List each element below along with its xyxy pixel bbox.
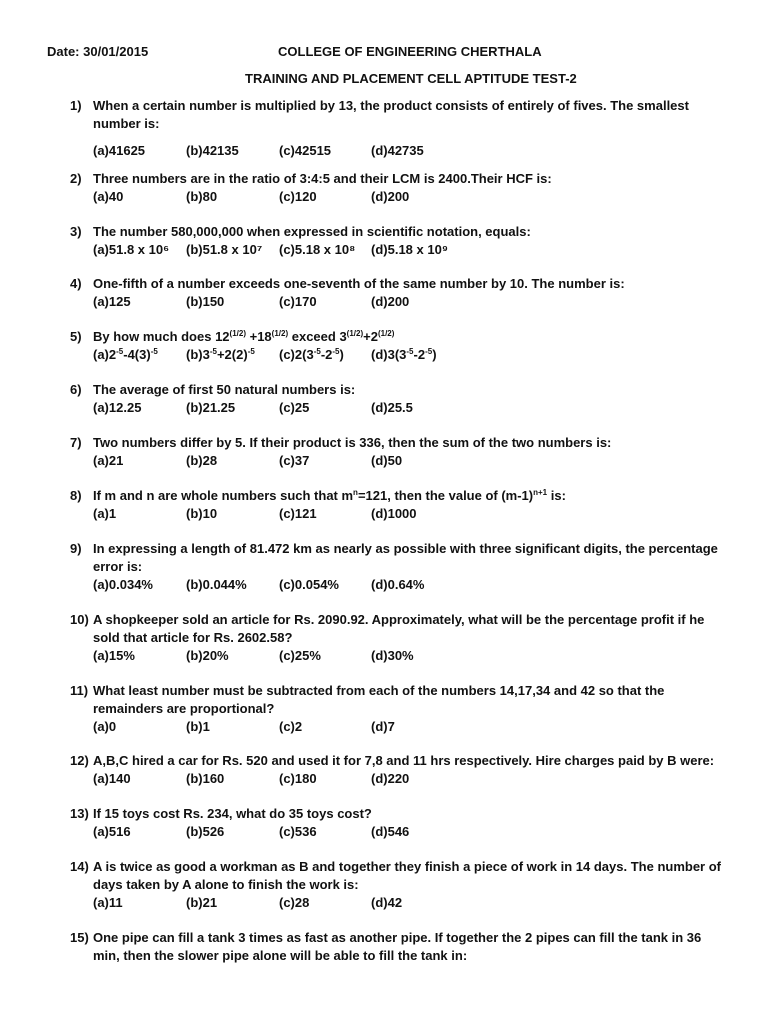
options-row <box>93 399 730 417</box>
question-2 <box>70 170 730 206</box>
option-c: $(c)2(3^{-5}-2^{-5})$ <box>279 347 344 362</box>
option-b: (b)526 <box>186 824 225 839</box>
option-a: (a)11 <box>93 895 123 910</box>
question-6 <box>70 381 730 417</box>
option-a: (a)15% <box>93 648 135 663</box>
question-text: If 15 toys cost Rs. 234, what do 35 toys cost? <box>93 806 372 821</box>
option-c: (c)170 <box>279 294 317 309</box>
option-b: (b)0.044% <box>186 577 247 592</box>
option-d: (d)0.64% <box>371 577 425 592</box>
option-d: (d)50 <box>371 453 403 468</box>
option-d: $(d)3(3^{-5}-2^{-5})$ <box>371 347 437 362</box>
option-b: (b)20% <box>186 648 229 663</box>
options-row <box>93 142 730 160</box>
question-text: A is twice as good a workman as B and together they finish a piece of work in 14 days. The number of days taken by A alone to finish the work is: <box>93 859 721 892</box>
question-text: Two numbers differ by 5. If their product is 336, then the sum of the two numbers is: <box>93 435 612 450</box>
question-number: 13) <box>70 806 89 821</box>
option-c: (c)121 <box>279 506 317 521</box>
option-a: (a)516 <box>93 824 131 839</box>
option-a: (a)125 <box>93 294 131 309</box>
question-text: By how much does $12^{(1/2)} +18^{(1/2)}$ exceed $3^{(1/2)}+2^{(1/2)}$ <box>93 329 395 344</box>
option-c: (c)28 <box>279 895 310 910</box>
question-text: If m and n are whole numbers such that $m^n=121$, then the value of $(m-1)^{n+1}$ is: <box>93 488 566 503</box>
option-d: (d)200 <box>371 294 410 309</box>
question-7 <box>70 434 730 470</box>
question-number: 14) <box>70 859 89 874</box>
question-number: 12) <box>70 753 89 768</box>
option-c: (c)536 <box>279 824 317 839</box>
question-3 <box>70 223 730 259</box>
option-c: (c)180 <box>279 771 317 786</box>
question-number: 3) <box>70 224 82 239</box>
question-10 <box>70 611 730 665</box>
option-d: (d)546 <box>371 824 410 839</box>
options-row <box>93 241 730 259</box>
option-c: (c)25 <box>279 400 310 415</box>
question-15 <box>70 929 730 965</box>
option-c: (c)2 <box>279 719 303 734</box>
question-number: 7) <box>70 435 82 450</box>
option-a: (a)0 <box>93 719 117 734</box>
question-number: 10) <box>70 612 89 627</box>
question-12 <box>70 752 730 788</box>
question-13 <box>70 805 730 841</box>
option-c: (c)0.054% <box>279 577 339 592</box>
option-a: (a)21 <box>93 453 124 468</box>
options-row <box>93 293 730 311</box>
question-number: 4) <box>70 276 82 291</box>
question-4 <box>70 275 730 311</box>
option-b: (b)80 <box>186 189 218 204</box>
question-text: A,B,C hired a car for Rs. 520 and used it for 7,8 and 11 hrs respectively. Hire charges paid by B were: <box>93 753 715 768</box>
option-c: (c)5.18 x 10⁸ <box>279 242 356 257</box>
question-text: The number 580,000,000 when expressed in scientific notation, equals: <box>93 224 531 239</box>
question-9 <box>70 540 730 594</box>
option-a: (a)140 <box>93 771 131 786</box>
option-d: (d)5.18 x 10⁹ <box>371 242 448 257</box>
option-a: (a)0.034% <box>93 577 153 592</box>
option-b: (b)51.8 x 10⁷ <box>186 242 263 257</box>
option-b: (b)42135 <box>186 143 239 158</box>
question-8 <box>70 487 730 523</box>
options-row <box>93 894 730 912</box>
college-name: COLLEGE OF ENGINEERING CHERTHALA <box>278 44 542 59</box>
option-c: (c)25% <box>279 648 321 663</box>
question-text: One pipe can fill a tank 3 times as fast as another pipe. If together the 2 pipes can fill the tank in 36 min, then the slower pipe alone will be able to fill the tank in: <box>93 930 702 963</box>
question-number: 11) <box>70 683 89 698</box>
question-5 <box>70 328 730 364</box>
option-d: (d)7 <box>371 719 395 734</box>
option-d: (d)1000 <box>371 506 417 521</box>
option-c: (c)37 <box>279 453 310 468</box>
option-a: (a)12.25 <box>93 400 142 415</box>
question-number: 5) <box>70 329 82 344</box>
question-number: 2) <box>70 171 82 186</box>
option-a: (a)40 <box>93 189 124 204</box>
option-c: (c)42515 <box>279 143 332 158</box>
option-d: (d)42 <box>371 895 403 910</box>
option-b: (b)1 <box>186 719 210 734</box>
question-text: The average of first 50 natural numbers is: <box>93 382 356 397</box>
question-text: One-fifth of a number exceeds one-seventh of the same number by 10. The number is: <box>93 276 625 291</box>
option-a: (a)41625 <box>93 143 146 158</box>
question-text: When a certain number is multiplied by 13, the product consists of entirely of fives. The smallest number is: <box>93 98 689 131</box>
option-a: (a)51.8 x 10⁶ <box>93 242 170 257</box>
options-row <box>93 188 730 206</box>
options-row <box>93 718 730 736</box>
option-d: (d)42735 <box>371 143 424 158</box>
option-b: (b)10 <box>186 506 218 521</box>
options-row <box>93 452 730 470</box>
question-number: 1) <box>70 98 82 113</box>
option-b: $(b)3^{-5}+2(2)^{-5}$ <box>186 347 255 362</box>
option-d: (d)25.5 <box>371 400 413 415</box>
options-row <box>93 346 730 364</box>
question-number: 8) <box>70 488 82 503</box>
question-number: 15) <box>70 930 89 945</box>
option-d: (d)30% <box>371 648 414 663</box>
test-date: Date: 30/01/2015 <box>47 44 149 59</box>
question-11 <box>70 682 730 736</box>
options-row <box>93 823 730 841</box>
option-c: (c)120 <box>279 189 317 204</box>
option-b: (b)150 <box>186 294 225 309</box>
question-number: 6) <box>70 382 82 397</box>
option-b: (b)21 <box>186 895 218 910</box>
option-b: (b)160 <box>186 771 225 786</box>
option-d: (d)220 <box>371 771 410 786</box>
question-text: Three numbers are in the ratio of 3:4:5 and their LCM is 2400.Their HCF is: <box>93 171 552 186</box>
option-a: $(a)2^{-5}-4(3)^{-5}$ <box>93 347 158 362</box>
option-a: (a)1 <box>93 506 117 521</box>
option-b: (b)21.25 <box>186 400 236 415</box>
options-row <box>93 770 730 788</box>
options-row <box>93 647 730 665</box>
question-text: In expressing a length of 81.472 km as nearly as possible with three significant digits, the percentage error is: <box>93 541 718 574</box>
options-row <box>93 576 730 594</box>
question-1 <box>70 97 730 160</box>
option-d: (d)200 <box>371 189 410 204</box>
question-text: What least number must be subtracted from each of the numbers 14,17,34 and 42 so that the remainders are proportional? <box>93 683 665 716</box>
options-row <box>93 505 730 523</box>
test-title: TRAINING AND PLACEMENT CELL APTITUDE TEST-2 <box>245 71 577 86</box>
question-14 <box>70 858 730 912</box>
option-b: (b)28 <box>186 453 218 468</box>
question-text: A shopkeeper sold an article for Rs. 2090.92. Approximately, what will be the percentage profit if he sold that article for Rs. 2602.58? <box>93 612 705 645</box>
question-number: 9) <box>70 541 82 556</box>
